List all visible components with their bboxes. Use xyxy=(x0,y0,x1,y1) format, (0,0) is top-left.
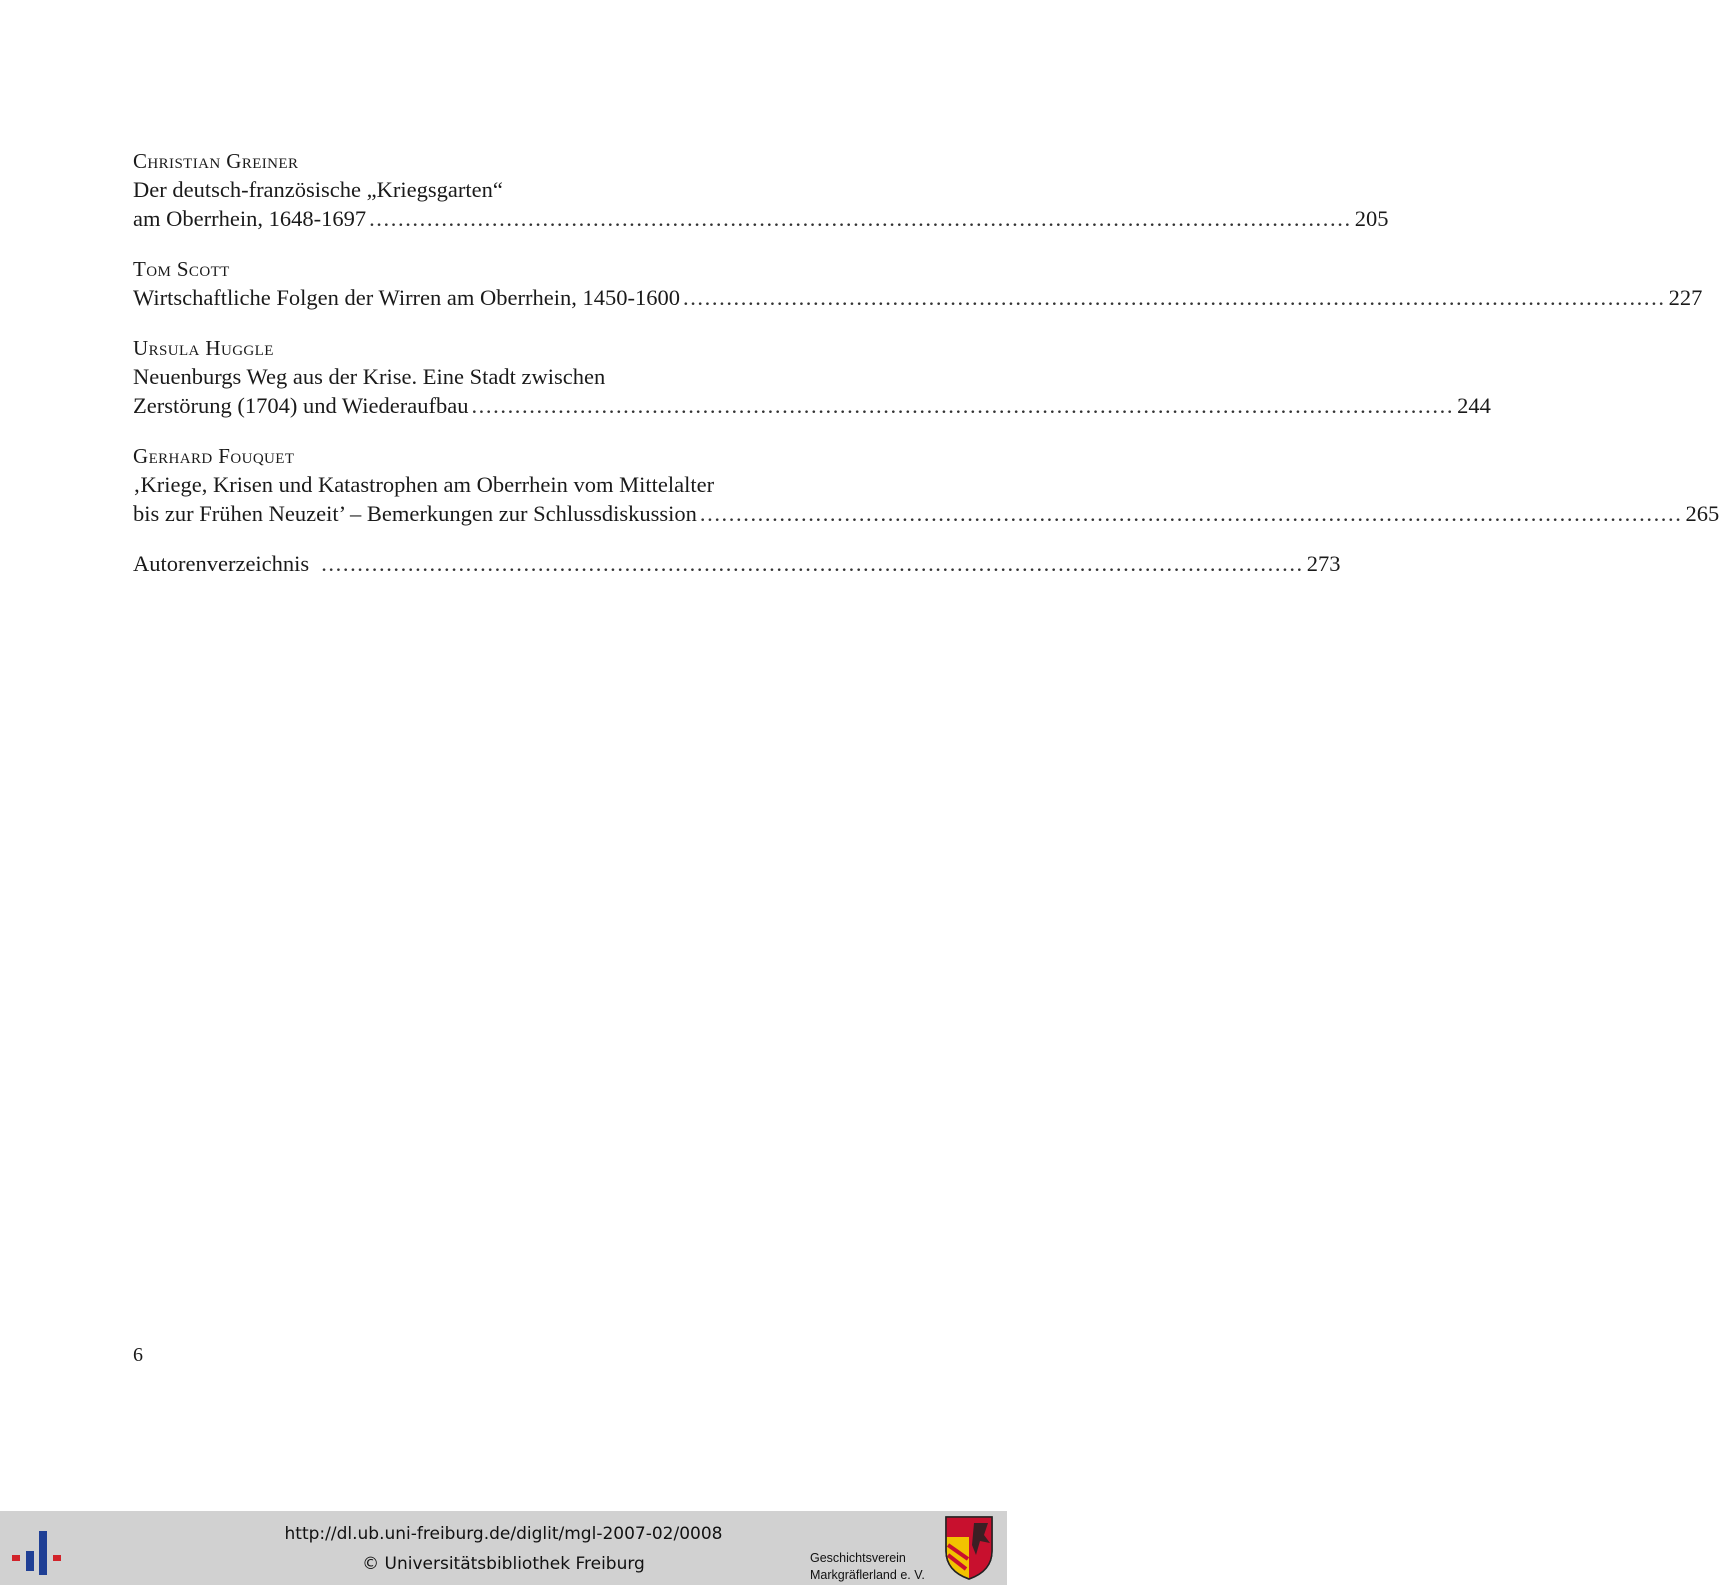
toc-entry xyxy=(133,254,1703,312)
page-number: 6 xyxy=(133,1344,143,1366)
toc-title-text: Zerstörung (1704) und Wiederaufbau xyxy=(133,393,469,418)
toc-leader-dots: ........................................................................................................................................ xyxy=(471,393,1455,418)
toc-author: Christian Greiner xyxy=(133,149,299,173)
toc-page-number: 205 xyxy=(1354,206,1389,231)
copyright-text: © Universitätsbibliothek Freiburg xyxy=(362,1554,645,1574)
toc-index-entry xyxy=(133,549,1341,578)
toc-page-number: 227 xyxy=(1668,285,1703,310)
society-name-line2: Markgräflerland e. V. xyxy=(810,1568,925,1582)
toc-page-number: 265 xyxy=(1685,501,1719,526)
toc-leader-dots: ........................................................................................................................................ xyxy=(321,551,1304,576)
toc-leader-dots: ........................................................................................................................................ xyxy=(699,501,1683,526)
toc-title-line: Neuenburgs Weg aus der Krise. Eine Stadt zwischen xyxy=(133,364,606,389)
toc-entry xyxy=(133,333,1491,420)
toc-title-last-line xyxy=(133,391,1491,420)
toc-leader-dots: ........................................................................................................................................ xyxy=(369,206,1352,231)
toc-page-number: 244 xyxy=(1457,393,1491,418)
toc-title-text: am Oberrhein, 1648-1697 xyxy=(133,206,367,231)
toc-title-line: Der deutsch-französische „Kriegsgarten“ xyxy=(133,177,503,202)
toc-title-last-line xyxy=(133,499,1719,528)
toc-title-text: Wirtschaftliche Folgen der Wirren am Oberrhein, 1450-1600 xyxy=(133,285,680,310)
toc-title-last-line xyxy=(133,549,1341,578)
toc-page-number: 273 xyxy=(1306,551,1341,576)
society-name-line1: Geschichtsverein xyxy=(810,1551,906,1565)
footer-bar xyxy=(0,1511,1007,1585)
toc-author: Ursula Huggle xyxy=(133,336,274,360)
coat-of-arms-icon xyxy=(944,1515,994,1581)
toc-title-line: ‚Kriege, Krisen und Katastrophen am Oberrhein vom Mittelalter xyxy=(133,472,715,497)
toc-leader-dots: ........................................................................................................................................ xyxy=(682,285,1666,310)
toc-entry xyxy=(133,146,1389,233)
toc-author: Tom Scott xyxy=(133,257,230,281)
toc-title-last-line xyxy=(133,283,1703,312)
permalink-url[interactable]: http://dl.ub.uni-freiburg.de/diglit/mgl-2007-02/0008 xyxy=(284,1524,723,1544)
society-name xyxy=(810,1550,925,1584)
toc-title-last-line xyxy=(133,204,1389,233)
toc-entry xyxy=(133,441,1719,528)
table-of-contents xyxy=(133,146,1719,599)
toc-title-text: bis zur Frühen Neuzeit’ – Bemerkungen zur Schlussdiskussion xyxy=(133,501,697,526)
toc-title-text: Autorenverzeichnis xyxy=(133,551,310,576)
toc-author: Gerhard Fouquet xyxy=(133,444,295,468)
